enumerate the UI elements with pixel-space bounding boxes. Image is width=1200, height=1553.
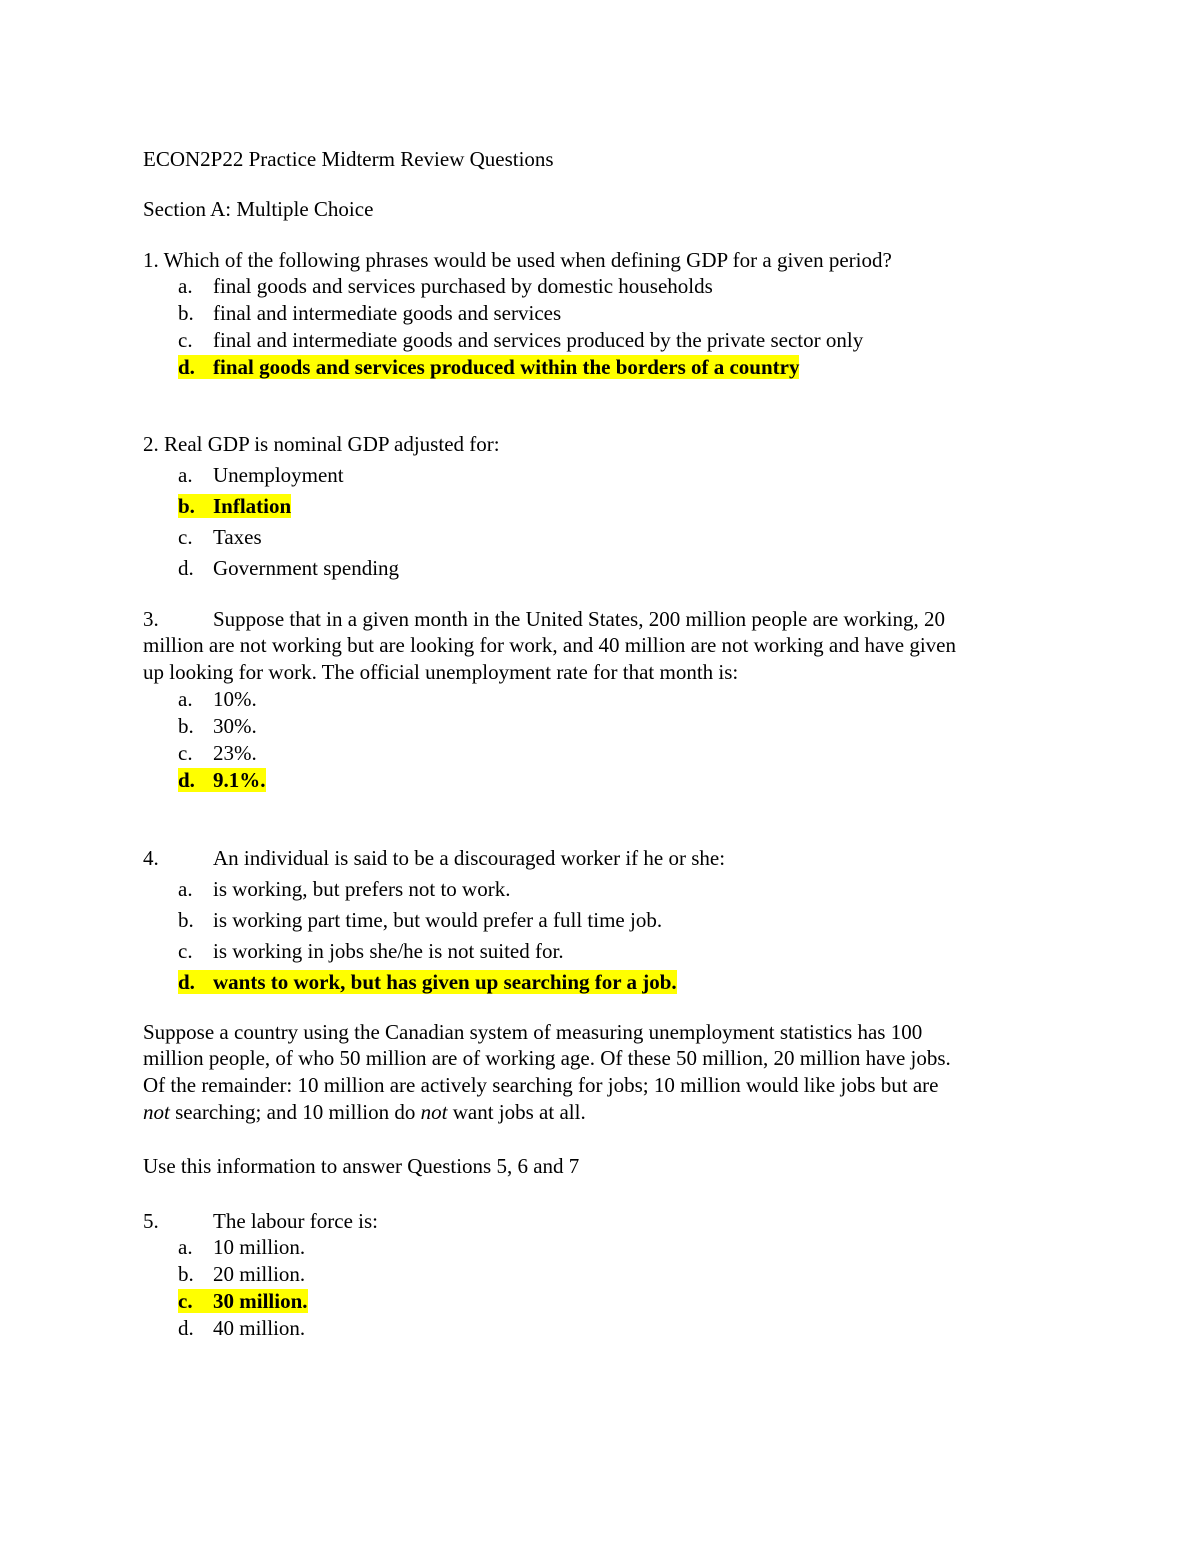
question-5-option-c-answer [178, 1288, 308, 1315]
option-text: final and intermediate goods and services [213, 301, 562, 325]
question-2-option-d [178, 555, 399, 582]
scenario-line-1: Suppose a country using the Canadian system of measuring unemployment statistics has 100 [143, 1020, 923, 1044]
option-text: is working, but prefers not to work. [213, 877, 511, 901]
option-text: is working in jobs she/he is not suited for. [213, 939, 564, 963]
option-text: Taxes [213, 525, 262, 549]
question-5-option-b [178, 1261, 305, 1288]
question-3-option-b [178, 713, 257, 740]
option-letter: d. [178, 355, 195, 379]
section-heading: Section A: Multiple Choice [143, 197, 374, 221]
option-letter: c. [178, 939, 193, 963]
option-letter: d. [178, 556, 194, 580]
option-text: 9.1%. [213, 768, 266, 792]
option-text: 10%. [213, 687, 257, 711]
option-letter: d. [178, 1316, 194, 1340]
question-4-option-a [178, 876, 510, 903]
option-text: is working part time, but would prefer a full time job. [213, 908, 663, 932]
scenario-line-3: Of the remainder: 10 million are actively searching for jobs; 10 million would like jobs but are [143, 1073, 939, 1097]
scenario-line-2: million people, of who 50 million are of working age. Of these 50 million, 20 million have jobs. [143, 1046, 951, 1070]
scenario-line-4 [143, 1099, 586, 1126]
question-4-number: 4. [143, 846, 159, 870]
question-1-option-c [178, 327, 863, 354]
option-letter: c. [178, 1289, 193, 1313]
question-3-option-d-answer [178, 767, 266, 794]
option-letter: b. [178, 908, 194, 932]
option-letter: c. [178, 328, 193, 352]
option-letter: b. [178, 714, 194, 738]
question-3-option-a [178, 686, 257, 713]
option-letter: b. [178, 1262, 194, 1286]
question-2-option-c [178, 524, 262, 551]
option-letter: a. [178, 463, 193, 487]
question-5-option-a [178, 1234, 305, 1261]
question-4-text: An individual is said to be a discouraged worker if he or she: [213, 846, 726, 870]
scenario-text: want jobs at all. [447, 1100, 586, 1124]
option-letter: a. [178, 274, 193, 298]
option-text: final and intermediate goods and services produced by the private sector only [213, 328, 864, 352]
question-4-option-c [178, 938, 564, 965]
option-text: Government spending [213, 556, 400, 580]
option-letter: c. [178, 741, 193, 765]
emphasis-not: not [143, 1100, 170, 1124]
scenario-text: searching; and 10 million do [169, 1100, 421, 1124]
question-3-number: 3. [143, 607, 159, 631]
option-text: Inflation [213, 494, 292, 518]
question-1-text: 1. Which of the following phrases would be used when defining GDP for a given period? [143, 248, 892, 272]
question-5-option-d [178, 1315, 305, 1342]
question-5-text: The labour force is: [213, 1209, 379, 1233]
document-title: ECON2P22 Practice Midterm Review Questions [143, 147, 554, 171]
option-text: 40 million. [213, 1316, 306, 1340]
option-letter: b. [178, 494, 195, 518]
option-letter: c. [178, 525, 193, 549]
question-5-line [143, 1208, 378, 1235]
option-letter: d. [178, 970, 195, 994]
question-1-option-b [178, 300, 561, 327]
option-text: final goods and services produced within the borders of a country [213, 355, 800, 379]
option-letter: a. [178, 877, 193, 901]
question-3-line-1 [143, 606, 945, 633]
scenario-instruction: Use this information to answer Questions 5, 6 and 7 [143, 1154, 580, 1178]
question-3-line-3: up looking for work. The official unemployment rate for that month is: [143, 660, 739, 684]
option-text: 23%. [213, 741, 257, 765]
question-1-option-d-answer [178, 354, 799, 381]
question-4-line [143, 845, 725, 872]
option-text: Unemployment [213, 463, 344, 487]
option-text: final goods and services purchased by domestic households [213, 274, 713, 298]
question-5-number: 5. [143, 1209, 159, 1233]
option-text: 30 million. [213, 1289, 308, 1313]
question-3-text: Suppose that in a given month in the United States, 200 million people are working, 20 [213, 607, 945, 631]
question-2-option-b-answer [178, 493, 291, 520]
option-text: 10 million. [213, 1235, 306, 1259]
emphasis-not: not [420, 1100, 448, 1124]
question-4-option-b [178, 907, 662, 934]
question-2-option-a [178, 462, 344, 489]
option-letter: d. [178, 768, 195, 792]
question-1-option-a [178, 273, 713, 300]
option-text: wants to work, but has given up searching for a job. [213, 970, 677, 994]
question-3-option-c [178, 740, 257, 767]
option-text: 20 million. [213, 1262, 306, 1286]
option-text: 30%. [213, 714, 257, 738]
question-3-line-2: million are not working but are looking for work, and 40 million are not working and have given [143, 633, 956, 657]
option-letter: a. [178, 1235, 193, 1259]
option-letter: b. [178, 301, 194, 325]
option-letter: a. [178, 687, 193, 711]
question-4-option-d-answer [178, 969, 677, 996]
question-2-text: 2. Real GDP is nominal GDP adjusted for: [143, 432, 500, 456]
